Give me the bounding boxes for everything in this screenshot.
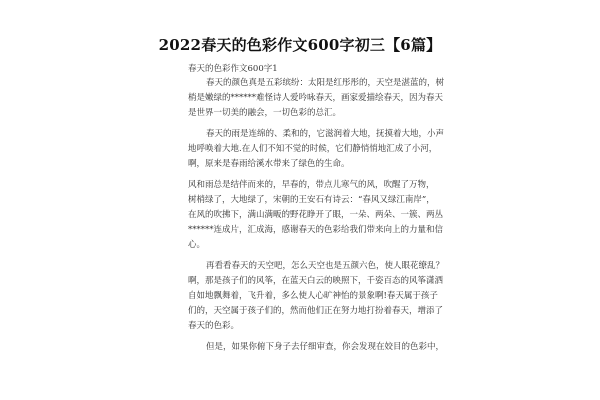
text-line: 再看看春天的天空吧，怎么天空也是五颜六色，使人眼花缭乱？ xyxy=(206,261,445,271)
text-line: ******连成片，汇成海，感谢春天的色彩给我们带来向上的力量和信 xyxy=(188,225,444,235)
text-line: 梢是嫩绿的******难怪诗人爱吟咏春天，画家爱描绘春天，因为春天 xyxy=(188,93,444,103)
text-line: 春天的颜色真是五彩缤纷：太阳是红彤彤的，天空是湛蓝的，树 xyxy=(206,78,445,88)
text-line: 地呼唤着大地.在人们不知不觉的时候，它们静悄悄地汇成了小河， xyxy=(188,144,438,154)
text-line: 风和雨总是结伴而来的，早春的，带点儿寒气的风，吹醒了万物， xyxy=(188,180,435,190)
page-title: 2022春天的色彩作文600字初三【6篇】 xyxy=(158,36,442,54)
text-line: 但是，如果你俯下身子去仔细审查，你会发现在姣目的色彩中， xyxy=(206,342,445,352)
text-line: 春天的色彩。 xyxy=(188,321,240,331)
text-line: 啊，原来是春雨给溪水带来了绿色的生命。 xyxy=(188,159,350,169)
text-line: 树梢绿了，大地绿了，宋朝的王安石有诗云：“春风又绿江南岸”， xyxy=(188,195,435,205)
text-line: 自如地飘舞着，飞升着，多么使人心旷神怡的景象啊!春天属于孩子 xyxy=(188,291,438,301)
text-line: 是世界一切美的融会，一切色彩的总汇。 xyxy=(188,108,342,118)
text-line: 春天的雨是连绵的、柔和的，它滋润着大地，抚摸着大地，小声 xyxy=(206,129,445,139)
essay-subtitle: 春天的色彩作文600字1 xyxy=(188,64,278,74)
text-line: 们的，天空属于孩子们的，然而他们正在努力地打扮着春天，增添了 xyxy=(188,306,444,316)
text-line: 啊，那是孩子们的风筝，在蓝天白云的映照下，千姿百态的风筝潇洒 xyxy=(188,276,444,286)
text-line: 心。 xyxy=(188,240,206,250)
text-line: 在风的吹拂下，满山满畈的野花睁开了眼，一朵、两朵、一簇、两丛 xyxy=(188,210,444,220)
essay-body xyxy=(188,76,445,355)
